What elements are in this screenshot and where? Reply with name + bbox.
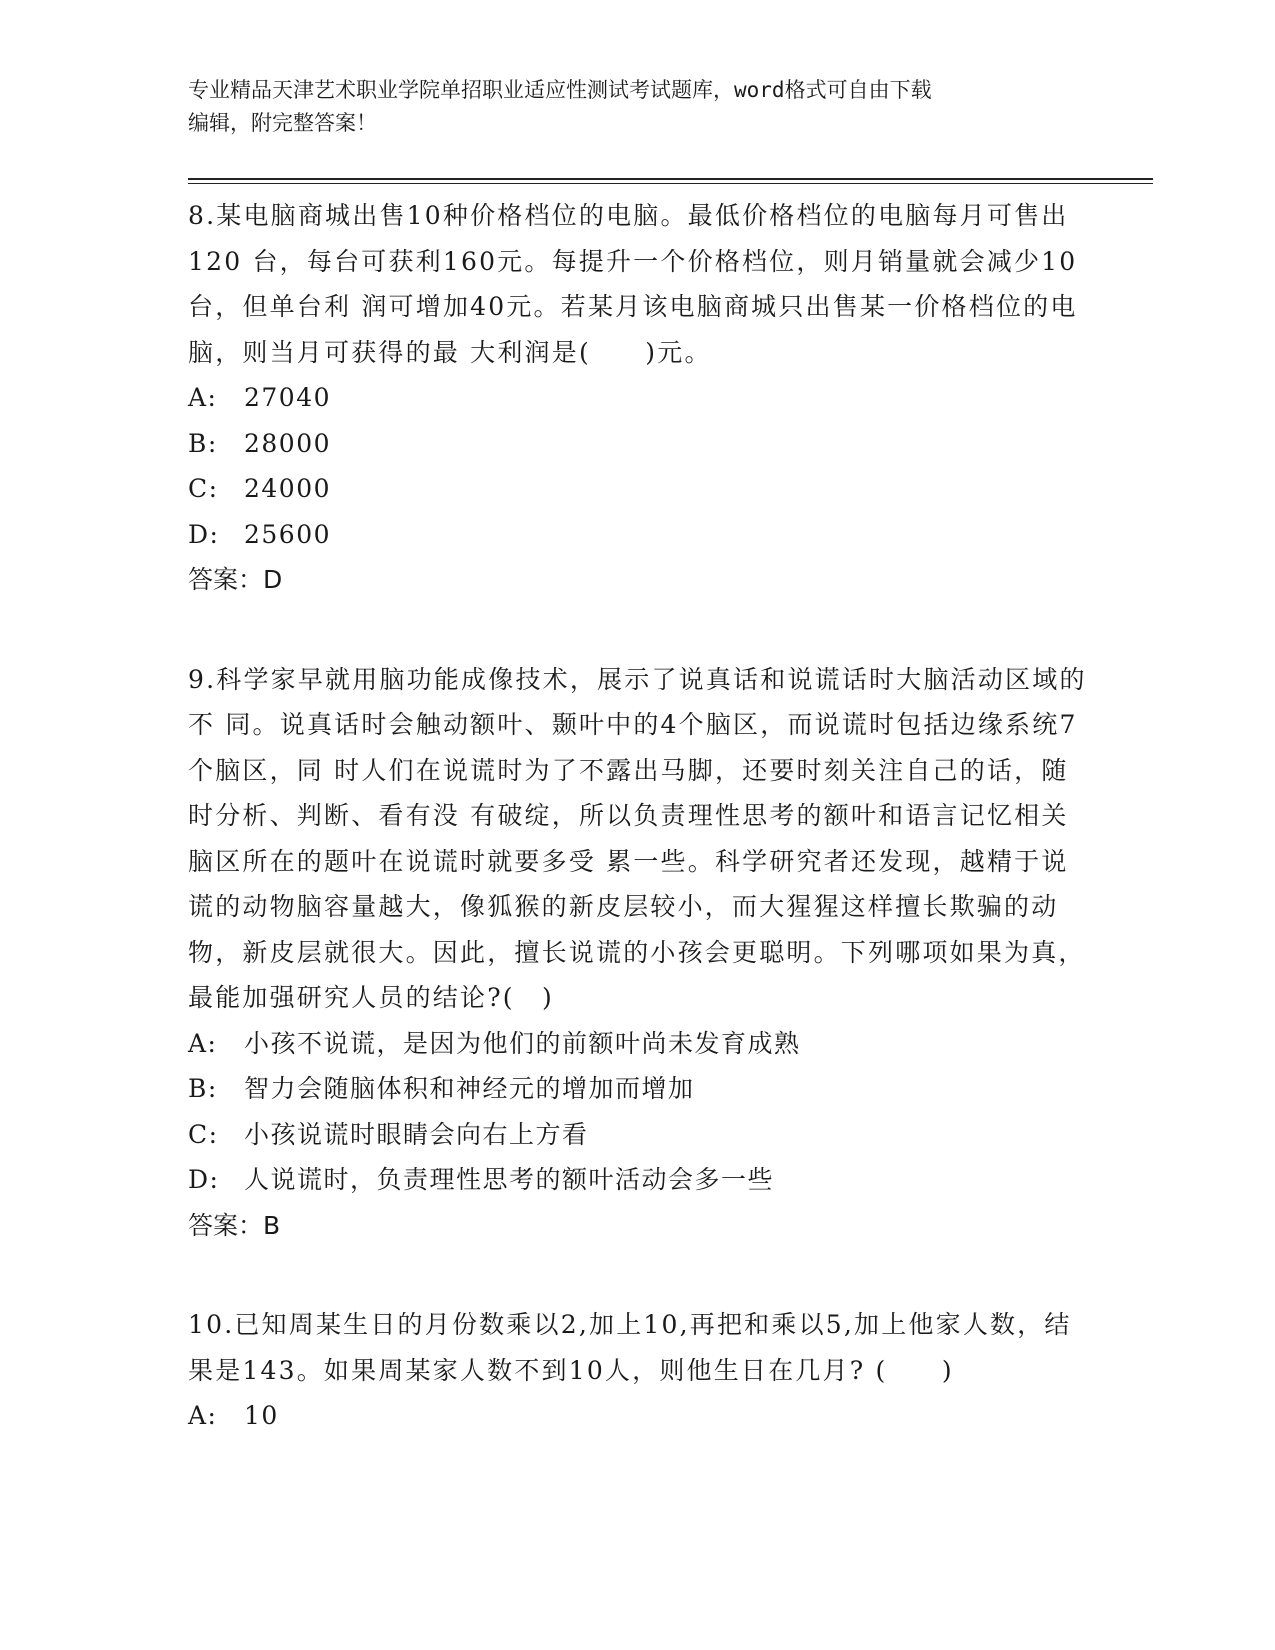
question-8 [188, 193, 1088, 603]
option-a [188, 375, 1088, 421]
header-line-1: 专业精品天津艺术职业学院单招职业适应性测试考试题库，word格式可自由下载 [188, 78, 932, 102]
document-body [188, 193, 1088, 1439]
question-stem: 8.某电脑商城出售10种价格档位的电脑。最低价格档位的电脑每月可售出120 台，每台可获利160元。每提升一个价格档位，则月销量就会减少10台，但单台利 润可增加40元。若某月该电脑商城只出售某一价格档位的电脑，则当月可获得的最 大利润是( )元。 [188, 201, 1078, 367]
option-b [188, 421, 1088, 467]
option-text: 小孩说谎时眼睛会向右上方看 [244, 1119, 589, 1149]
option-key: A: [188, 1028, 218, 1058]
option-key: C: [188, 474, 219, 503]
option-b [188, 1066, 1088, 1112]
option-a [188, 1393, 1088, 1439]
answer-line: 答案：D [188, 565, 283, 594]
option-key: D: [188, 519, 220, 549]
option-text: 10 [244, 1401, 279, 1430]
question-10 [188, 1302, 1088, 1439]
header-rule-thick [188, 178, 1153, 180]
option-text: 人说谎时，负责理性思考的额叶活动会多一些 [244, 1165, 775, 1194]
header-line-2: 编辑，附完整答案！ [188, 111, 377, 135]
option-key: A: [188, 383, 218, 412]
question-stem: 9.科学家早就用脑功能成像技术，展示了说真话和说谎话时大脑活动区域的不 同。说真话时会触动额叶、颞叶中的4个脑区，而说谎时包括边缘系统7个脑区，同 时人们在说谎时为了不露出马脚，还要时刻关注自己的话，随时分析、判断、看有没 有破绽，所以负责理性思考的额叶和语言记忆相关脑区所在的题叶在说谎时就要多受 累一些。科学研究者还发现，越精于说谎的动物脑容量越大，像狐猴的新皮层较小，而大猩猩这样擅长欺骗的动物，新皮层就很大。因此，擅长说谎的小孩会更聪明。下列哪项如果为真，最能加强研究人员的结论?( ) [188, 664, 1087, 1012]
answer-line: 答案：B [188, 1210, 281, 1240]
option-text: 24000 [244, 474, 332, 503]
spacer [188, 1248, 1088, 1302]
option-key: C: [188, 1119, 219, 1149]
option-d [188, 1157, 1088, 1203]
page-header [188, 74, 1088, 140]
option-c [188, 1112, 1088, 1158]
option-text: 27040 [244, 383, 332, 412]
question-9 [188, 657, 1088, 1249]
option-key: D: [188, 1165, 220, 1194]
option-d [188, 512, 1088, 558]
option-text: 28000 [244, 428, 332, 458]
option-key: B: [188, 428, 218, 458]
option-text: 小孩不说谎，是因为他们的前额叶尚未发育成熟 [244, 1028, 801, 1058]
option-a [188, 1021, 1088, 1067]
header-rule-thin [188, 183, 1153, 184]
option-text: 25600 [244, 519, 332, 549]
option-key: B: [188, 1074, 218, 1103]
spacer [188, 603, 1088, 657]
option-key: A: [188, 1401, 218, 1430]
question-stem: 10.已知周某生日的月份数乘以2,加上10,再把和乘以5,加上他家人数，结果是143。如果周某家人数不到10人，则他生日在几月? ( ) [188, 1310, 1072, 1385]
option-c [188, 466, 1088, 512]
option-text: 智力会随脑体积和神经元的增加而增加 [244, 1074, 695, 1103]
